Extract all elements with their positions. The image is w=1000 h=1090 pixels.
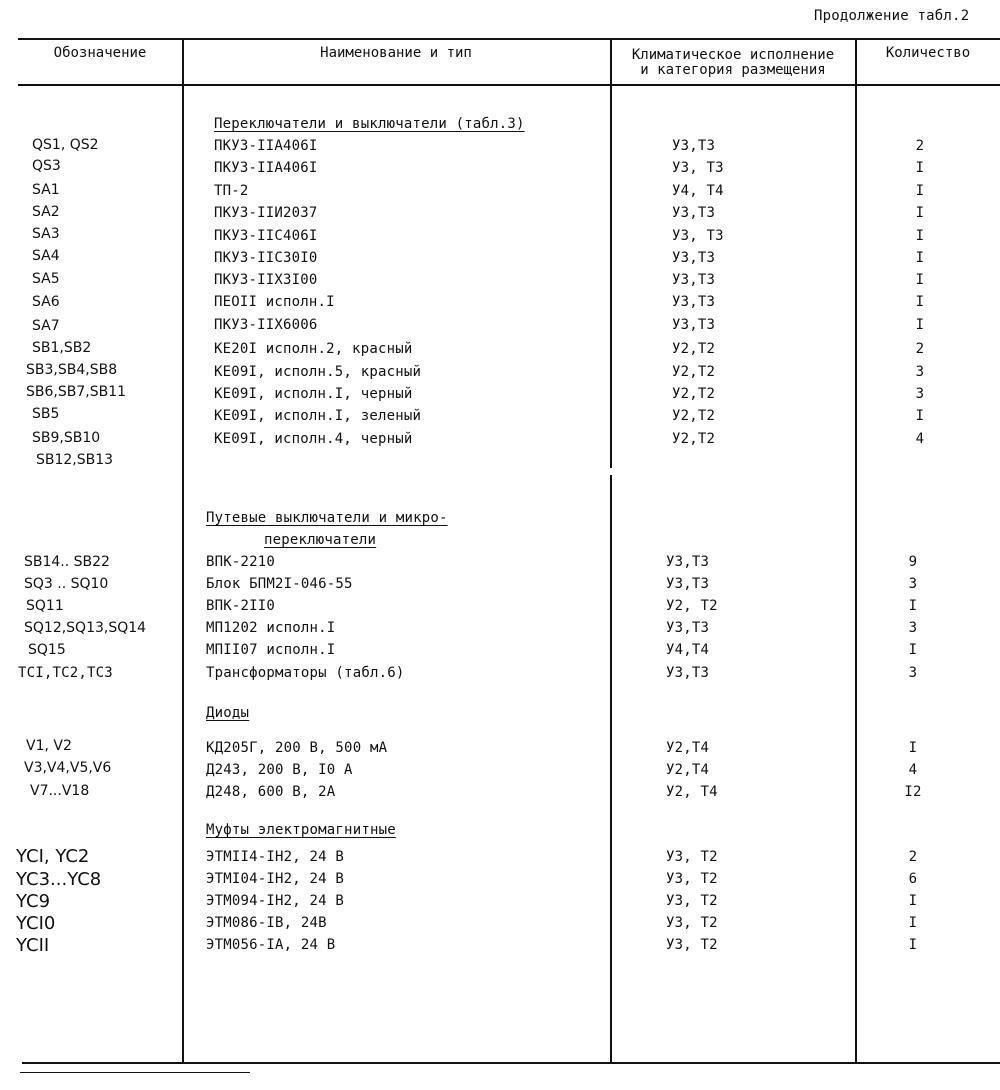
designation-cell: SB5 [32, 406, 60, 422]
name-cell: КЕ09I, исполн.5, красный [214, 364, 422, 380]
climate-cell: У3,Т3 [672, 138, 716, 154]
quantity-cell: 3 [908, 620, 918, 636]
designation-cell: SB1,SB2 [32, 340, 92, 356]
header-name: Наименование и тип [320, 45, 472, 61]
climate-cell: У2, Т2 [666, 598, 718, 614]
climate-cell: У3,Т3 [666, 665, 710, 681]
quantity-cell: I [915, 205, 925, 221]
name-cell: ПКУЗ-IIX6006 [214, 317, 318, 333]
designation-cell: SA3 [32, 226, 60, 242]
designation-cell: SA1 [32, 182, 60, 198]
climate-cell: У3, Т2 [666, 849, 718, 865]
climate-cell: У2,Т2 [672, 341, 716, 357]
quantity-cell: I2 [904, 784, 922, 800]
designation-cell: SQ12,SQ13,SQ14 [24, 620, 147, 636]
quantity-cell: I [915, 228, 925, 244]
climate-cell: У2,Т2 [672, 386, 716, 402]
col-divider-2 [610, 38, 612, 468]
name-cell: Д248, 600 В, 2А [206, 784, 336, 800]
page-bottom-rule [20, 1072, 250, 1073]
quantity-cell: I [908, 915, 918, 931]
designation-cell: SA6 [32, 294, 60, 310]
climate-cell: У2,Т2 [672, 364, 716, 380]
climate-cell: У3,Т3 [672, 272, 716, 288]
quantity-cell: I [908, 642, 918, 658]
designation-cell: SB14.. SB22 [24, 554, 110, 570]
designation-cell: V3,V4,V5,V6 [24, 760, 112, 776]
header-climate-line1: Климатическое исполнение [631, 47, 835, 63]
designation-cell: QS1, QS2 [32, 137, 99, 153]
section-title-diodes: Диоды [206, 705, 250, 721]
designation-cell: SA7 [32, 318, 60, 334]
section-title-limit-switches-line2: переключатели [264, 532, 377, 548]
name-cell: ПКУЗ-IIИ2037 [214, 205, 318, 221]
name-cell: ВПК-2II0 [206, 598, 276, 614]
quantity-cell: I [915, 183, 925, 199]
name-cell: КЕ09I, исполн.4, черный [214, 431, 413, 447]
climate-cell: У3,Т3 [672, 250, 716, 266]
climate-cell: У3, Т3 [672, 228, 724, 244]
quantity-cell: I [915, 294, 925, 310]
designation-cell: YCI, YC2 [16, 846, 90, 867]
climate-cell: У3,Т3 [666, 620, 710, 636]
quantity-cell: I [908, 598, 918, 614]
name-cell: ЭТМ086-IВ, 24В [206, 915, 327, 931]
climate-cell: У3, Т2 [666, 915, 718, 931]
name-cell: ПКУЗ-IIC406I [214, 228, 318, 244]
climate-cell: У4,Т4 [666, 642, 710, 658]
name-cell: ТП-2 [214, 183, 249, 199]
climate-cell: У3,Т3 [666, 576, 710, 592]
name-cell: ПКУЗ-IIC30I0 [214, 250, 318, 266]
designation-cell: TCI,TC2,TC3 [18, 665, 113, 681]
quantity-cell: 4 [915, 431, 925, 447]
climate-cell: У2,Т2 [672, 408, 716, 424]
name-cell: МП1202 исполн.I [206, 620, 336, 636]
quantity-cell: I [908, 740, 918, 756]
name-cell: МПII07 исполн.I [206, 642, 336, 658]
name-cell: Трансформаторы (табл.6) [206, 665, 405, 681]
name-cell: Блок БПМ2I-046-55 [206, 576, 353, 592]
quantity-cell: I [915, 250, 925, 266]
quantity-cell: I [915, 272, 925, 288]
quantity-cell: I [915, 160, 925, 176]
name-cell: ЭТМI04-IН2, 24 В [206, 871, 345, 887]
designation-cell: SQ3 .. SQ10 [24, 576, 109, 592]
quantity-cell: 4 [908, 762, 918, 778]
climate-cell: У3, Т2 [666, 937, 718, 953]
climate-cell: У4, Т4 [672, 183, 724, 199]
name-cell: ПЕОII исполн.I [214, 294, 335, 310]
header-climate-line2: и категория размещения [640, 62, 826, 78]
name-cell: КЕ20I исполн.2, красный [214, 341, 413, 357]
quantity-cell: I [915, 317, 925, 333]
name-cell: КЕ09I, исполн.I, черный [214, 386, 413, 402]
quantity-cell: I [915, 408, 925, 424]
header-bottom-rule [18, 84, 1000, 86]
table-bottom-rule [22, 1062, 1000, 1064]
name-cell: ЭТМ094-IН2, 24 В [206, 893, 345, 909]
quantity-cell: 9 [908, 554, 918, 570]
continuation-label: Продолжение табл.2 [814, 8, 970, 24]
climate-cell: У3, Т2 [666, 893, 718, 909]
section-title-couplings: Муфты электромагнитные [206, 822, 396, 838]
designation-cell: SQ15 [28, 642, 66, 658]
climate-cell: У3,Т3 [672, 317, 716, 333]
climate-cell: У3,Т3 [672, 205, 716, 221]
climate-cell: У3,Т3 [672, 294, 716, 310]
climate-cell: У2,Т2 [672, 431, 716, 447]
quantity-cell: I [908, 893, 918, 909]
climate-cell: У2,Т4 [666, 762, 710, 778]
designation-cell: YC9 [16, 891, 51, 912]
header-quantity: Количество [885, 45, 971, 61]
name-cell: ЭТМII4-IН2, 24 В [206, 849, 345, 865]
name-cell: КЕ09I, исполн.I, зеленый [214, 408, 422, 424]
designation-cell: V1, V2 [26, 738, 72, 754]
designation-cell: SB12,SB13 [36, 452, 114, 468]
header-designation: Обозначение [53, 45, 147, 61]
quantity-cell: I [908, 937, 918, 953]
name-cell: ВПК-2210 [206, 554, 276, 570]
designation-cell: YC3...YC8 [16, 869, 102, 890]
designation-cell: SQ11 [26, 598, 64, 614]
climate-cell: У3,Т3 [666, 554, 710, 570]
designation-cell: SB3,SB4,SB8 [26, 362, 118, 378]
designation-cell: YCII [16, 935, 50, 956]
section-title-limit-switches-line1: Путевые выключатели и микро- [206, 510, 448, 526]
quantity-cell: 3 [915, 386, 925, 402]
col-divider-3 [855, 38, 857, 1064]
climate-cell: У3, Т3 [672, 160, 724, 176]
quantity-cell: 6 [908, 871, 918, 887]
col-divider-1 [182, 38, 184, 1064]
designation-cell: QS3 [32, 158, 61, 174]
table-top-rule [18, 38, 1000, 40]
section-title-switches: Переключатели и выключатели (табл.3) [214, 116, 525, 132]
designation-cell: V7...V18 [30, 783, 90, 799]
quantity-cell: 3 [908, 665, 918, 681]
name-cell: Д243, 200 В, I0 А [206, 762, 353, 778]
quantity-cell: 2 [915, 138, 925, 154]
climate-cell: У2, Т4 [666, 784, 718, 800]
designation-cell: SA4 [32, 248, 60, 264]
name-cell: ПКУЗ-IIA406I [214, 138, 318, 154]
name-cell: ПКУЗ-IIA406I [214, 160, 318, 176]
climate-cell: У2,Т4 [666, 740, 710, 756]
quantity-cell: 3 [915, 364, 925, 380]
designation-cell: SB6,SB7,SB11 [26, 384, 127, 400]
climate-cell: У3, Т2 [666, 871, 718, 887]
name-cell: ЭТМ056-IА, 24 В [206, 937, 336, 953]
designation-cell: SA2 [32, 204, 60, 220]
quantity-cell: 2 [908, 849, 918, 865]
designation-cell: YCI0 [16, 913, 56, 934]
designation-cell: SA5 [32, 271, 60, 287]
col-divider-2b [610, 475, 612, 1064]
name-cell: ПКУЗ-IIX3I00 [214, 272, 318, 288]
name-cell: КД205Г, 200 В, 500 мА [206, 740, 388, 756]
designation-cell: SB9,SB10 [32, 430, 101, 446]
quantity-cell: 3 [908, 576, 918, 592]
quantity-cell: 2 [915, 341, 925, 357]
